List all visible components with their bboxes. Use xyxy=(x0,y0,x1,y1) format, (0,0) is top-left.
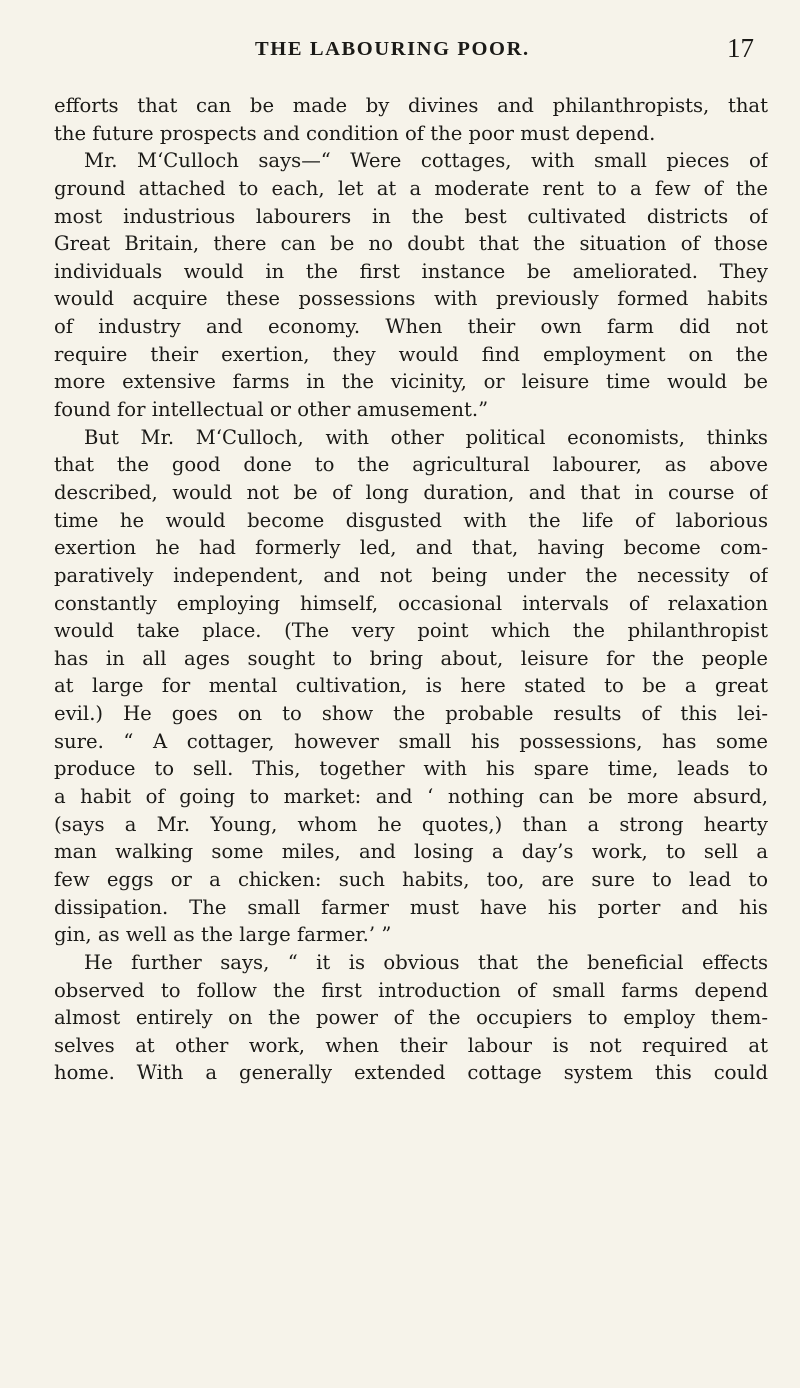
text-line: almost entirely on the power of the occupiers to employ them- xyxy=(54,1006,768,1030)
text-line: few eggs or a chicken: such habits, too, are sure to lead to xyxy=(54,867,768,891)
text-line: would acquire these possessions with previously formed habits xyxy=(54,287,768,311)
text-line: sure. “ A cottager, however small his possessions, has some xyxy=(54,729,768,753)
text-line: man walking some miles, and losing a day’s work, to sell a xyxy=(54,840,768,864)
text-line: require their exertion, they would find employment on the xyxy=(54,342,768,366)
text-line: most industrious labourers in the best cultivated districts of xyxy=(54,204,768,228)
text-line: described, would not be of long duration, and that in course of xyxy=(54,480,768,504)
text-line: home. With a generally extended cottage system this could xyxy=(54,1061,768,1085)
text-line: He further says, “ it is obvious that the beneficial effects xyxy=(84,950,768,974)
text-line: the future prospects and condition of the poor must depend. xyxy=(54,121,656,145)
text-line: Great Britain, there can be no doubt that the situation of those xyxy=(54,232,768,256)
text-line: (says a Mr. Young, whom he quotes,) than a strong hearty xyxy=(54,812,768,836)
text-line: constantly employing himself, occasional intervals of relaxation xyxy=(54,591,768,615)
text-line: But Mr. M‘Culloch, with other political economists, thinks xyxy=(84,425,768,449)
text-line: ground attached to each, let at a moderate rent to a few of the xyxy=(54,176,768,200)
text-line: efforts that can be made by divines and philanthropists, that xyxy=(54,94,768,117)
text-line: dissipation. The small farmer must have his porter and his xyxy=(54,895,768,919)
text-line: a habit of going to market: and ‘ nothing can be more absurd, xyxy=(54,785,768,809)
running-header xyxy=(0,33,800,78)
text-line: more extensive farms in the vicinity, or leisure time would be xyxy=(54,370,768,394)
body-text xyxy=(54,92,768,1087)
text-line: exertion he had formerly led, and that, having become com- xyxy=(54,536,768,560)
text-line: at large for mental cultivation, is here stated to be a great xyxy=(54,674,768,698)
text-line: found for intellectual or other amusement.” xyxy=(54,398,489,422)
text-line: has in all ages sought to bring about, leisure for the people xyxy=(54,646,768,670)
page-number: 17 xyxy=(727,33,754,63)
text-line: paratively independent, and not being under the necessity of xyxy=(54,563,768,587)
text-line: time he would become disgusted with the life of laborious xyxy=(54,508,768,532)
running-title: THE LABOURING POOR. xyxy=(255,38,530,60)
text-line: that the good done to the agricultural labourer, as above xyxy=(54,453,768,477)
text-line: selves at other work, when their labour is not required at xyxy=(54,1033,768,1057)
text-line: would take place. (The very point which the philanthropist xyxy=(54,619,768,643)
text-line: of industry and economy. When their own farm did not xyxy=(54,315,768,339)
text-line: Mr. M‘Culloch says—“ Were cottages, with small pieces of xyxy=(84,149,768,173)
text-line: gin, as well as the large farmer.’ ” xyxy=(54,923,392,947)
text-line: individuals would in the first instance be ameliorated. They xyxy=(54,259,768,283)
text-line: evil.) He goes on to show the probable results of this lei- xyxy=(54,702,768,726)
text-line: produce to sell. This, together with his spare time, leads to xyxy=(54,757,768,781)
text-line: observed to follow the first introduction of small farms depend xyxy=(54,978,768,1002)
